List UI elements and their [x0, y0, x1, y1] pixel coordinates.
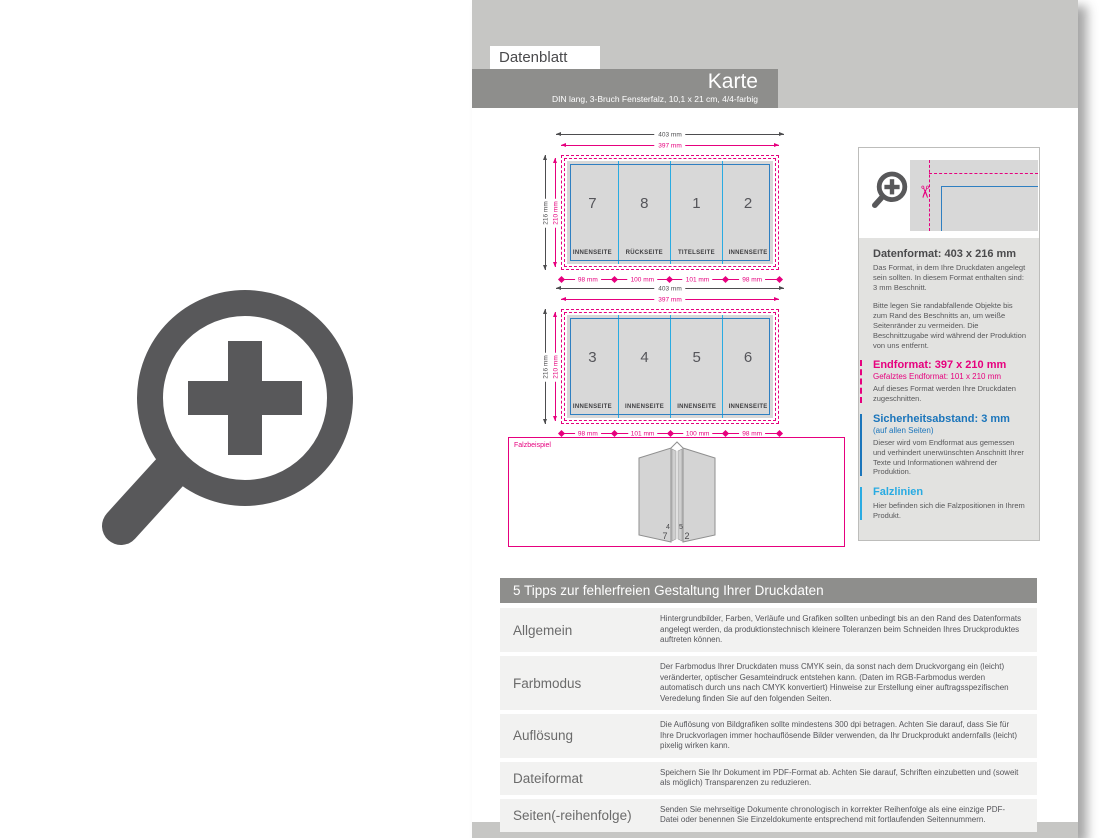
datenformat-rect — [561, 309, 779, 424]
zoom-in-icon — [95, 278, 360, 563]
panel-label: INNENSEITE — [728, 250, 768, 256]
dimension-height-inner: 210 mm — [552, 158, 559, 267]
datenformat-rect — [561, 155, 779, 270]
card-panels — [567, 161, 773, 264]
panel-number: 2 — [743, 195, 753, 212]
fold-line-sample — [860, 487, 862, 520]
panel-8 — [618, 161, 670, 264]
dimension-width-inner: 397 mm — [561, 142, 779, 149]
panel-6 — [722, 315, 773, 418]
dimension-height-outer: 216 mm — [542, 155, 549, 270]
panel-number: 4 — [640, 349, 649, 366]
panel-number: 8 — [640, 195, 649, 212]
panel-label: INNENSEITE — [728, 404, 768, 410]
tips-table — [500, 578, 1037, 836]
page-subtitle: DIN lang, 3-Bruch Fensterfalz, 10,1 x 21 cm, 4/4-farbig — [552, 94, 758, 104]
panel-width-dimensions: 98 mm 101 mm 100 mm 98 mm — [561, 430, 779, 438]
card-panels — [567, 315, 773, 418]
title-bar — [472, 69, 778, 108]
fold-example-box — [508, 437, 845, 547]
folded-card-illustration — [617, 440, 737, 546]
fold-number-4: 4 — [665, 524, 670, 531]
sheet — [472, 0, 1078, 838]
endformat-title: Endformat: 397 x 210 mm — [873, 359, 1007, 372]
page-title: Karte — [707, 70, 758, 93]
sicherheitsabstand-block: Sicherheitsabstand: 3 mm (auf allen Seiten) Dieser wird vom Endformat aus gemessen und verhindert unerwünschten Anschnitt Ihrer Texte und Informationen während der Produktion. — [873, 413, 1027, 477]
datenblatt-tab: Datenblatt — [490, 46, 600, 69]
tips-row-text: Speichern Sie Ihr Dokument im PDF-Format ab. Achten Sie darauf, Schriften einzubetten und (soweit als möglich) Transparenzen zu reduzieren. — [660, 767, 1019, 787]
tips-row-seitenreihenfolge — [500, 799, 1037, 832]
falzlinien-block: Falzlinien Hier befinden sich die Falzpositionen in Ihrem Produkt. — [873, 486, 1027, 521]
tips-header: 5 Tipps zur fehlerfreien Gestaltung Ihrer Druckdaten — [500, 578, 1037, 603]
tips-row-label: Auflösung — [513, 728, 574, 744]
cut-line-horizontal — [929, 173, 1038, 174]
falzlinien-title: Falzlinien — [873, 486, 924, 499]
fold-number-7: 7 — [661, 531, 668, 541]
tips-row-dateiformat — [500, 762, 1037, 795]
fold-number-2: 2 — [683, 531, 690, 541]
datenformat-title: Datenformat: 403 x 216 mm — [873, 248, 1017, 260]
scissors-icon: ✂ — [915, 184, 935, 200]
tips-row-text: Der Farbmodus Ihrer Druckdaten muss CMYK sein, da sonst nach dem Druckvorgang ein (leicht) veränderter, optischer Gesamteindruck entstehen kann. (Daten im RGB-Farbmodus werden automatisch durch uns nach CMYK konvertiert) Hinweise zur Erstellung einer auftragsspezifischen Veredelung finden Sie auf den folgenden Seiten. — [660, 662, 1009, 703]
dimension-width-inner: 397 mm — [561, 296, 779, 303]
sicherheitsabstand-title: Sicherheitsabstand: 3 mm — [873, 412, 1010, 425]
panel-1 — [670, 161, 722, 264]
panel-3 — [567, 315, 618, 418]
tips-row-text: Senden Sie mehrseitige Dokumente chronologisch in korrekter Reihenfolge als eine einzige PDF-Datei oder benennen Sie Einzeldokumente entsprechend mit fortlaufenden Seitennummern. — [660, 804, 1006, 824]
zoom-in-icon — [870, 170, 910, 212]
panel-label: INNENSEITE — [572, 250, 612, 256]
panel-4 — [618, 315, 670, 418]
tips-row-allgemein — [500, 608, 1037, 652]
panel-number: 5 — [692, 349, 701, 366]
detail-graphic — [910, 160, 1038, 231]
panel-5 — [670, 315, 722, 418]
endformat-line-sample — [860, 360, 862, 403]
panel-7 — [567, 161, 618, 264]
datenformat-block: Datenformat: 403 x 216 mm Das Format, in dem Ihre Druckdaten angelegt sein sollten. In diesem Format enthalten sind: 3 mm Beschnitt. Bitte legen Sie randabfallende Objekte bis zum Rand des Beschnitts an, um weiße Seitenränder zu vermeiden. Die Beschnittzugabe wird während der Produktion von uns entfernt. — [873, 248, 1027, 350]
dimension-height-outer: 216 mm — [542, 309, 549, 424]
dimension-height-inner: 210 mm — [552, 312, 559, 421]
dimension-width-outer: 403 mm — [556, 131, 784, 138]
safety-margin-corner — [941, 186, 1038, 231]
fold-example-label: Falzbeispiel — [514, 442, 551, 449]
panel-width-dimensions: 98 mm 100 mm 101 mm 98 mm — [561, 276, 779, 284]
tips-row-text: Hintergrundbilder, Farben, Verläufe und Grafiken sollten unbedingt bis an den Rand des Datenformats angelegt werden, da produktionstechnisch kleinere Toleranzen beim Schneiden Ihres Druckproduktes auftreten können. — [660, 614, 1022, 645]
fold-number-5: 5 — [678, 524, 683, 531]
panel-number: 6 — [743, 349, 753, 366]
panel-label: TITELSEITE — [677, 250, 715, 256]
panel-2 — [722, 161, 773, 264]
tips-row-label: Allgemein — [513, 622, 573, 638]
tips-row-label: Farbmodus — [513, 675, 582, 691]
endformat-block: Endformat: 397 x 210 mm Gefalztes Endformat: 101 x 210 mm Auf dieses Format werden Ihre Druckdaten zugeschnitten. — [873, 359, 1027, 404]
panel-label: INNENSEITE — [677, 404, 717, 410]
panel-number: 3 — [588, 349, 597, 366]
tips-row-aufloesung — [500, 714, 1037, 758]
safety-line-sample — [860, 414, 862, 476]
corner-detail-view — [859, 148, 1039, 238]
tips-row-label: Seiten(-reihenfolge) — [513, 807, 632, 823]
tips-row-label: Dateiformat — [513, 770, 583, 786]
format-info-panel — [858, 147, 1040, 541]
dimension-width-outer: 403 mm — [556, 285, 784, 292]
format-descriptions — [859, 238, 1039, 540]
panel-number: 7 — [588, 195, 597, 212]
panel-label: RÜCKSEITE — [625, 250, 663, 256]
tips-row-text: Die Auflösung von Bildgrafiken sollte mindestens 300 dpi betragen. Achten Sie darauf, dass Sie für Ihre Druckvorlagen immer hochauflösende Bilder verwenden, da Ihr Druckprodukt andernfalls (leicht) pixelig wirken kann. — [660, 720, 1018, 750]
tips-row-farbmodus — [500, 656, 1037, 710]
panel-number: 1 — [692, 195, 701, 212]
panel-label: INNENSEITE — [625, 404, 665, 410]
panel-label: INNENSEITE — [572, 404, 612, 410]
